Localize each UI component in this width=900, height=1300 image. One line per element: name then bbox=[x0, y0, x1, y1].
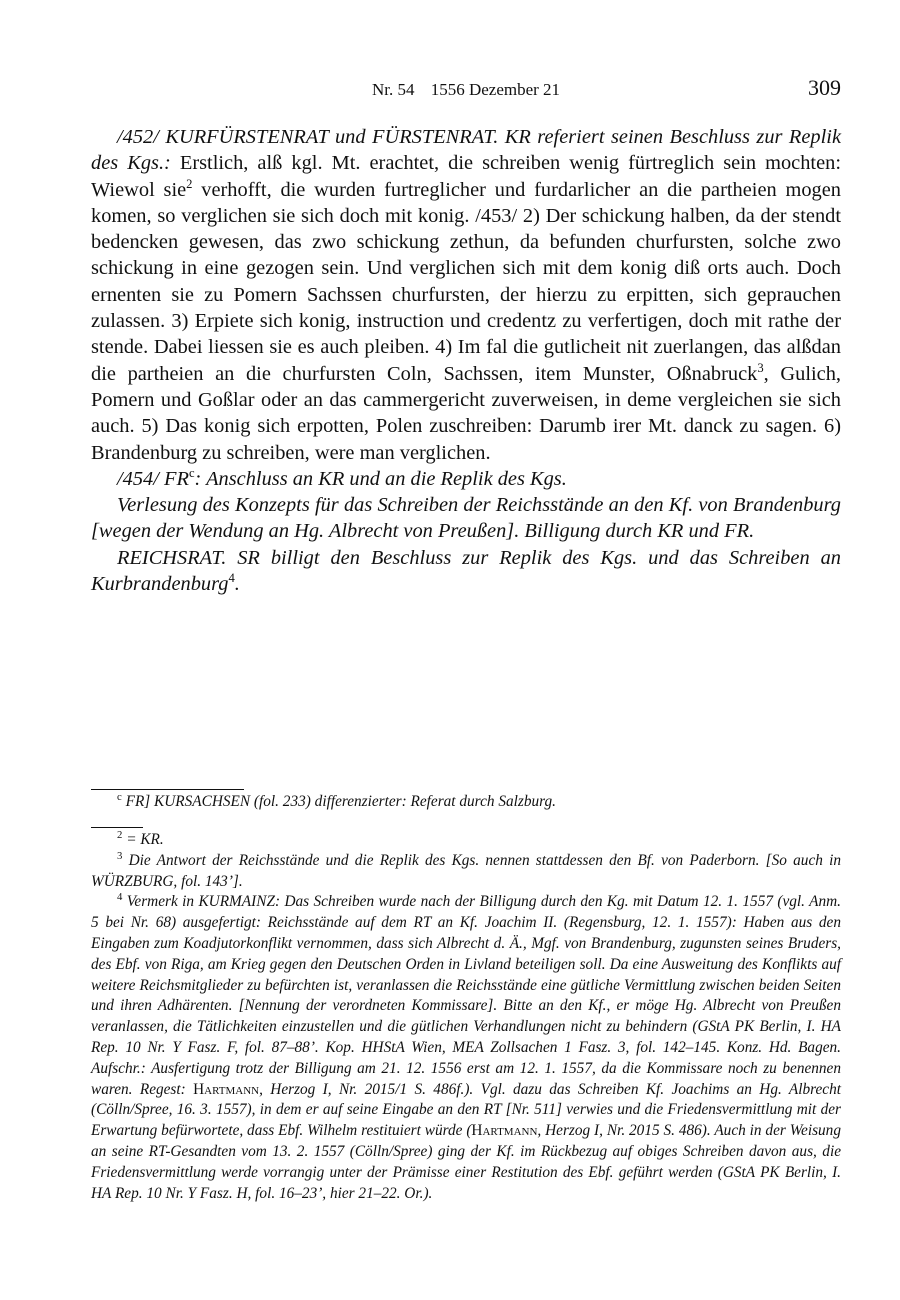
running-header bbox=[91, 76, 841, 106]
letter-footnotes bbox=[91, 792, 841, 813]
author-name: Hartmann bbox=[471, 1122, 538, 1140]
footnote-ref-3: 3 bbox=[757, 360, 764, 375]
document-date: 1556 Dezember 21 bbox=[430, 80, 561, 99]
page bbox=[91, 76, 841, 597]
paragraph-1: /452/ KURFÜRSTENRAT und FÜRSTENRAT. KR referiert seinen Beschluss zur Replik des Kgs.: Erstlich, alß kgl. Mt. erachtet, die schreiben wenig fürtreglich sein mochten: Wiewol sie$^2$ verhofft, die wurden furtreglicher und furdarlicher an die partheien mogen komen, so verglichen sie sich doch mit konig. /453/ 2) Der schickung halben, da der stendt bedencken gewesen, das zwo schickung zethun, da befunden churfursten, solche zwo schickung in eine gezogen sein. Und verglichen sich mit dem konig diß orts auch. Doch ernenten sie zu Pomern Sachssen churfursten, der hierzu zu erpitten, sich geprauchen zulassen. 3) Erpiete sich konig, instruction und credentz zu verfertigen, doch mit rathe der stende. Dabei liessen sie es auch pleiben. 4) Im fal die gutlicheit nit zuerlangen, das alßdan die partheien an die churfursten Coln, Sachssen, item Munster, Oßnabruck$^3$, Gulich, Pomern und Goßlar oder an das cammergericht zuverweisen, in deme vergleichen sie sich auch. 5) Das konig sich erpotten, Polen zuschreiben: Darumb irer Mt. danck zu sagen. 6) Brandenburg zu schreiben, were man verglichen. bbox=[91, 126, 842, 464]
document-number: Nr. 54 bbox=[371, 80, 415, 99]
footnote-2: $^2$ = KR. bbox=[117, 828, 164, 848]
paragraph-lead: /452/ KURFÜRSTENRAT und FÜRSTENRAT. KR referiert seinen Beschluss zur Replik des Kgs.: bbox=[91, 126, 841, 175]
paragraph-2: /454/ $FR^c$: Anschluss an KR und an die Replik des Kgs. bbox=[117, 466, 567, 490]
footnote-3: $^3$ Die Antwort der Reichsstände und die Replik des Kgs. nennen stattdessen den Bf. von Paderborn. [So auch in WÜRZBURG, fol. 143’]. bbox=[91, 849, 841, 890]
footnote-ref-c: c bbox=[188, 466, 195, 481]
paragraph-3: Verlesung des Konzepts für das Schreiben der Reichsstände an den Kf. von Brandenburg [wegen der Wendung an Hg. Albrecht von Preußen]. Billigung durch KR und FR. bbox=[91, 494, 841, 543]
numbered-footnotes bbox=[91, 830, 841, 1204]
footnote-c: $^c$ FR] KURSACHSEN (fol. 233) differenzierter: Referat durch Salzburg. bbox=[117, 790, 556, 810]
page-number: 309 bbox=[808, 75, 841, 100]
footnote-divider-numbered bbox=[91, 827, 143, 828]
paragraph-4: REICHSRAT. SR billigt den Beschluss zur Replik des Kgs. und das Schreiben an Kurbrandenburg$^4$. bbox=[91, 546, 841, 596]
footnote-ref-4: 4 bbox=[228, 571, 235, 586]
footnote-4: $^4$ Vermerk in KURMAINZ: Das Schreiben wurde nach der Billigung durch den Kg. mit Datum 12. 1. 1557 (vgl. Anm. 5 bei Nr. 68) ausgefertigt: Reichsstände auf dem RT an Kf. Joachim II. (Regensburg, 12. 1. 1557): Haben aus den Eingaben zum Koadjutorkonflikt vernommen, dass sich Albrecht d. Ä., Mgf. von Brandenburg, zugunsten seines Bruders, des Ebf. von Riga, am Krieg gegen den Deutschen Orden in Livland beteiligen soll. Da eine Ausweitung des Konflikts auf weitere Reichsmitglieder zu befürchten ist, veranlassen die Reichsstände eine gütliche Vermittlung zwischen beiden Seiten und ihren Adhärenten. [Nennung der verordneten Kommissare]. Bitte an den Kf., er möge Hg. Albrecht von Preußen veranlassen, die Tätlichkeiten einzustellen und die gütlichen Verhandlungen nicht zu behindern (GStA PK Berlin, I. HA Rep. 10 Nr. Y Fasz. F, fol. 87–88’. Kop. HHStA Wien, MEA Zollsachen 1 Fasz. 3, fol. 142–145. Konz. Hd. Bagen. Aufschr.: Ausfertigung trotz der Billigung am 21. 12. 1556 erst am 12. 1. 1557, da die Kommissare noch zu benennen waren. Regest: Hartmann, Herzog I, Nr. 2015/1 S. 486f.). Vgl. dazu das Schreiben Kf. Joachims an Hg. Albrecht (Cölln/Spree, 16. 3. 1557), in dem er auf seine Eingabe an den RT [Nr. 511] verwies und die Friedensvermittlung mit der Erwartung befürwortete, dass Ebf. Wilhelm restituiert würde (Hartmann, Herzog I, Nr. 2015 S. 486). Auch in der Weisung an seine RT-Gesandten vom 13. 2. 1557 (Cölln/Spree) ging der Kf. im Rückbezug auf obiges Schreiben davon aus, die Friedensvermittlung werde vorrangig unter der Prämisse einer Restitution des Ebf. geführt werden (GStA PK Berlin, I. HA Rep. 10 Nr. Y Fasz. H, fol. 16–23’, hier 21–22. Or.). bbox=[91, 891, 842, 1202]
author-name: Hartmann bbox=[193, 1080, 260, 1098]
main-text bbox=[91, 124, 841, 597]
footnote-ref-2: 2 bbox=[186, 176, 193, 191]
footnote-divider bbox=[91, 789, 244, 790]
